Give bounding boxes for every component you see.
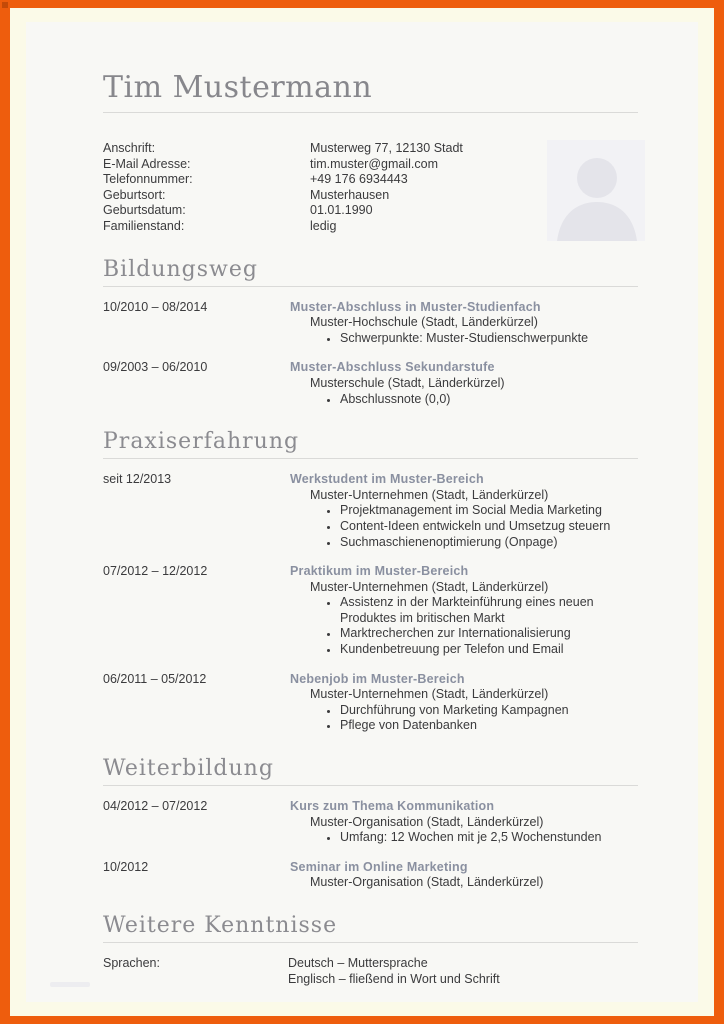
personal-value: ledig [310, 218, 337, 233]
bullet-item: • Kundenbetreuung per Telefon und Email [339, 642, 638, 658]
skills-values [288, 956, 638, 987]
entry-organization: Muster-Organisation (Stadt, Länderkürzel) [310, 875, 544, 890]
entry-date: 04/2012 – 07/2012 [103, 799, 208, 814]
entry-date: 10/2012 [103, 859, 149, 874]
entry-date: seit 12/2013 [103, 472, 172, 487]
entry-bullets [290, 595, 638, 657]
section-heading: Bildungsweg [103, 256, 258, 282]
bullet-item: • Schwerpunkte: Muster-Studienschwerpunkte [339, 331, 638, 347]
bullet-item: • Marktrecherchen zur Internationalisierung [339, 626, 638, 642]
personal-label: Geburtsort: [103, 187, 166, 202]
personal-row [103, 141, 638, 157]
entry-bullets [290, 703, 638, 734]
personal-label: E-Mail Adresse: [103, 156, 191, 171]
personal-details [103, 141, 638, 235]
entry-body [290, 360, 638, 407]
personal-row [103, 203, 638, 219]
cv-entry [103, 360, 638, 407]
skill-item: Englisch – fließend in Wort und Schrift [288, 971, 500, 986]
skill-item: Deutsch – Muttersprache [288, 956, 428, 970]
personal-value-phone: +49 176 6934443 [310, 172, 408, 187]
entry-bullets [290, 331, 638, 347]
entry-bullets [290, 830, 638, 846]
personal-row [103, 219, 638, 235]
entry-body [290, 564, 638, 658]
entry-bullets [290, 503, 638, 550]
personal-row [103, 157, 638, 173]
entry-title: Praktikum im Muster-Bereich [290, 564, 469, 579]
entry-date: 10/2010 – 08/2014 [103, 299, 208, 314]
entry-title: Muster-Abschluss Sekundarstufe [290, 360, 495, 375]
skills-label: Sprachen: [103, 956, 160, 970]
entry-title: Muster-Abschluss in Muster-Studienfach [290, 299, 541, 314]
section-praxiserfahrung [103, 428, 638, 734]
entry-bullets [290, 392, 638, 408]
cv-entry [103, 300, 638, 347]
personal-row [103, 172, 638, 188]
personal-label: Telefonnummer: [103, 172, 193, 187]
bullet-item: • Content-Ideen entwickeln und Umsetzug steuern [339, 519, 638, 535]
entry-organization: Muster-Unternehmen (Stadt, Länderkürzel) [310, 579, 549, 594]
entry-organization: Muster-Hochschule (Stadt, Länderkürzel) [310, 315, 538, 330]
cv-entry [103, 860, 638, 891]
section-weitere-kenntnisse [103, 912, 638, 987]
bullet-item: • Projektmanagement im Social Media Marketing [339, 503, 638, 519]
personal-label: Familienstand: [103, 218, 185, 233]
frame-corner-artifact [2, 2, 8, 8]
personal-value: Musterweg 77, 12130 Stadt [310, 141, 463, 155]
entry-organization: Muster-Unternehmen (Stadt, Länderkürzel) [310, 487, 549, 502]
bullet-item: • Pflege von Datenbanken [339, 718, 638, 734]
entry-body [290, 672, 638, 734]
entry-title: Seminar im Online Marketing [290, 859, 468, 874]
bullet-item: • Durchführung von Marketing Kampagnen [339, 703, 638, 719]
cv-entry [103, 672, 638, 734]
personal-label: Geburtsdatum: [103, 203, 186, 218]
header-divider [103, 112, 638, 113]
entry-date: 06/2011 – 05/2012 [103, 671, 207, 686]
cv-content [26, 70, 698, 987]
cream-mat [10, 8, 714, 1016]
entry-date: 07/2012 – 12/2012 [103, 564, 208, 579]
cv-entry [103, 472, 638, 550]
personal-value: 01.01.1990 [310, 203, 373, 218]
skills-row [103, 956, 638, 987]
section-heading: Weiterbildung [103, 756, 274, 782]
page-title: Tim Mustermann [103, 70, 373, 105]
entry-organization: Musterschule (Stadt, Länderkürzel) [310, 375, 505, 390]
section-divider [103, 942, 638, 943]
entry-date: 09/2003 – 06/2010 [103, 360, 208, 375]
personal-row [103, 188, 638, 204]
bullet-item: • Suchmaschienenoptimierung (Onpage) [339, 535, 638, 551]
personal-value: Musterhausen [310, 187, 390, 202]
bullet-item: • Abschlussnote (0,0) [339, 392, 638, 408]
section-divider [103, 458, 638, 459]
section-weiterbildung [103, 755, 638, 891]
section-bildungsweg [103, 256, 638, 408]
personal-label: Anschrift: [103, 141, 156, 155]
cv-entry [103, 564, 638, 658]
entry-title: Nebenjob im Muster-Bereich [290, 671, 465, 686]
bullet-item: • Umfang: 12 Wochen mit je 2,5 Wochenstunden [339, 830, 638, 846]
entry-organization: Muster-Organisation (Stadt, Länderkürzel) [310, 814, 544, 829]
cv-sheet [26, 22, 698, 1002]
section-divider [103, 286, 638, 287]
cv-entry [103, 799, 638, 846]
entry-title: Werkstudent im Muster-Bereich [290, 472, 484, 487]
bullet-item: • Assistenz in der Markteinführung eines neuen Produktes im britischen Markt [339, 595, 638, 626]
entry-title: Kurs zum Thema Kommunikation [290, 799, 495, 814]
section-divider [103, 785, 638, 786]
entry-body [290, 300, 638, 347]
entry-body [290, 799, 638, 846]
personal-value-email: tim.muster@gmail.com [310, 156, 438, 171]
entry-body [290, 860, 638, 891]
entry-body [290, 472, 638, 550]
section-heading: Weitere Kenntnisse [103, 913, 338, 938]
section-heading: Praxiserfahrung [103, 429, 300, 455]
entry-organization: Muster-Unternehmen (Stadt, Länderkürzel) [310, 687, 549, 702]
